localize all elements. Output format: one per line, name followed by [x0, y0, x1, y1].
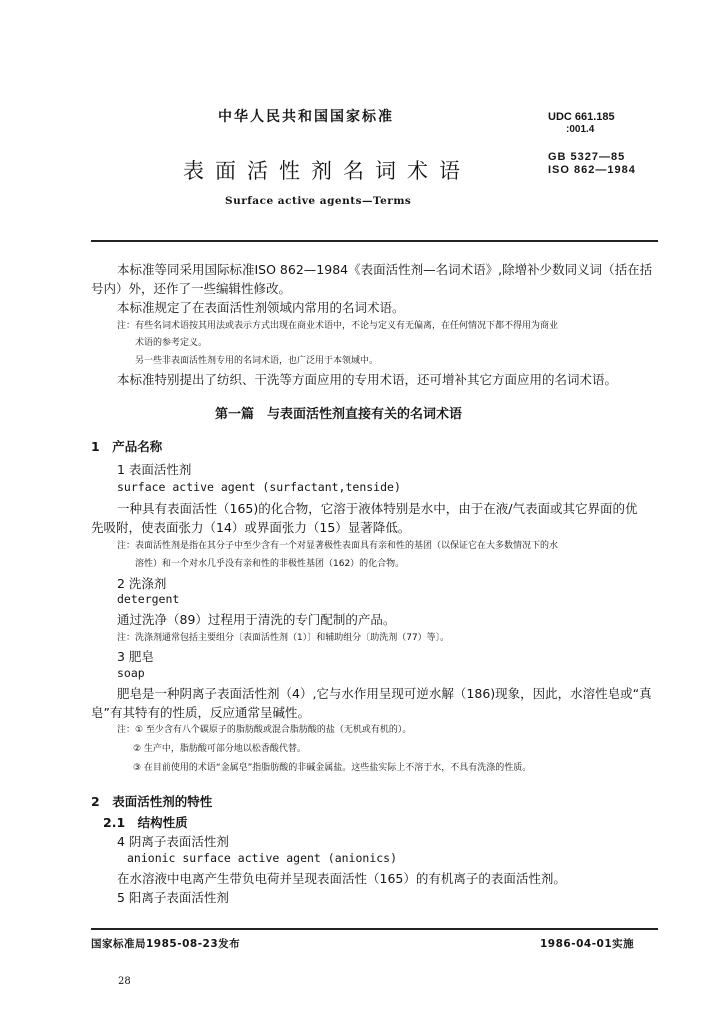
iso-code: ISO 862—1984 — [548, 164, 636, 176]
subsection-heading: 2.1 结构性质 — [103, 815, 188, 830]
section-heading: 1 产品名称 — [91, 439, 163, 454]
issue-date: 国家标准局1985-08-23发布 — [91, 938, 241, 950]
term-4-name: 4 阴离子表面活性剂 — [117, 834, 229, 849]
document-title: 表面活性剂名词术语 — [183, 159, 471, 183]
intro-paragraph-2: 本标准规定了在表面活性剂领域内常用的名词术语。 — [117, 300, 405, 315]
intro-note-1-cont: 术语的参考定义。 — [135, 338, 208, 348]
term-3-note-3: ③ 在目前使用的术语“金属皂”指脂肪酸的非碱金属盐。这些盐实际上不溶于水，不具有洗涤的性质。 — [133, 763, 532, 773]
page-number: 28 — [118, 976, 131, 987]
header-divider — [91, 240, 658, 242]
section-heading: 2 表面活性剂的特性 — [91, 794, 213, 809]
term-2-name: 2 洗涤剂 — [117, 576, 167, 591]
term-3-note-2: ② 生产中，脂肪酸可部分地以松香酸代替。 — [133, 744, 306, 754]
footer-divider — [91, 928, 658, 930]
term-3-note-1: 注：① 至少含有八个碳原子的脂肪酸或混合脂肪酸的盐（无机或有机的）。 — [117, 725, 412, 735]
term-2-note: 注：洗涤剂通常包括主要组分〔表面活性剂（1）〕和辅助组分〔助洗剂（77）等〕。 — [117, 633, 450, 643]
term-3-english: soap — [117, 666, 145, 680]
term-2-definition: 通过洗净（89）过程用于清洗的专门配制的产品。 — [117, 612, 396, 627]
gb-code: GB 5327—85 — [548, 151, 626, 163]
intro-note-2: 另一些非表面活性剂专用的名词术语，也广泛用于本领域中。 — [135, 356, 379, 366]
effective-date: 1986-04-01实施 — [540, 938, 635, 950]
term-1-english: surface active agent (surfactant,tenside) — [117, 480, 401, 494]
term-1-note: 注：表面活性剂是指在其分子中至少含有一个对显著极性表面具有亲和性的基团（以保证它在大多数情况下的水 — [117, 541, 559, 551]
intro-paragraph-1: 本标准等同采用国际标准ISO 862—1984《表面活性剂—名词术语》,除增补少数同义词（括在括 — [117, 262, 653, 277]
term-4-definition: 在水溶液中电离产生带负电荷并呈现表面活性（165）的有机离子的表面活性剂。 — [117, 871, 566, 886]
term-1-note-cont: 溶性）和一个对水几乎没有亲和性的非极性基团（162）的化合物。 — [135, 559, 405, 569]
issuing-organization: 中华人民共和国国家标准 — [218, 109, 394, 125]
document-title-english: Surface active agents—Terms — [225, 195, 412, 207]
term-1-definition-cont: 先吸附，使表面张力（14）或界面张力（15）显著降低。 — [91, 520, 411, 535]
term-3-definition-cont: 皂”有其特有的性质，反应通常呈碱性。 — [91, 705, 310, 720]
intro-note-1: 注：有些名词术语按其用法或表示方式出现在商业术语中，不论与定义有无偏离，在任何情况下都不得用为商业 — [117, 321, 559, 331]
term-2-english: detergent — [117, 592, 180, 606]
term-1-definition: 一种具有表面活性（165)的化合物，它溶于液体特别是水中，由于在液/气表面或其它界面的优 — [117, 501, 638, 516]
udc-code: UDC 661.185 — [548, 111, 615, 123]
term-3-definition: 肥皂是一种阴离子表面活性剂（4）,它与水作用呈现可逆水解（186)现象，因此，水溶性皂或“真 — [117, 686, 652, 701]
part-heading: 第一篇 与表面活性剂直接有关的名词术语 — [215, 407, 463, 422]
udc-code-suffix: :001.4 — [566, 124, 595, 135]
term-3-name: 3 肥皂 — [117, 649, 154, 664]
term-4-english: anionic surface active agent (anionics) — [127, 851, 398, 865]
intro-paragraph-1-cont: 号内）外，还作了一些编辑性修改。 — [91, 281, 292, 296]
intro-paragraph-3: 本标准特别提出了纺织、干洗等方面应用的专用术语，还可增补其它方面应用的名词术语。 — [117, 372, 618, 387]
term-1-name: 1 表面活性剂 — [117, 462, 192, 477]
term-5-name: 5 阳离子表面活性剂 — [117, 890, 229, 905]
